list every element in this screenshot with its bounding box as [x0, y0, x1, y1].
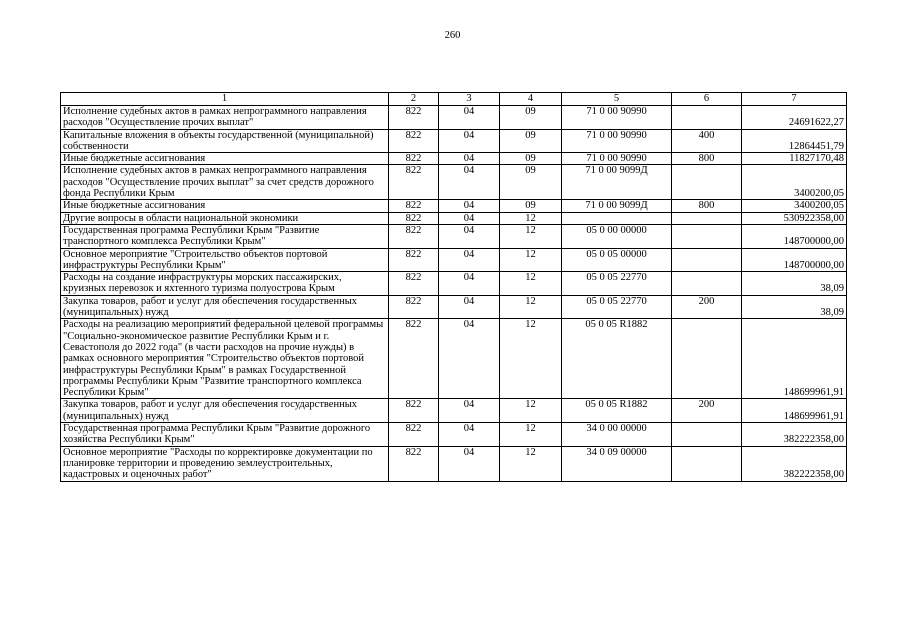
cell-ministry-code: 822 — [389, 224, 439, 248]
cell-amount: 148700000,00 — [742, 248, 847, 272]
cell-name: Основное мероприятие "Строительство объектов портовой инфраструктуры Республики Крым" — [61, 248, 389, 272]
cell-name: Исполнение судебных актов в рамках непрограммного направления расходов "Осуществление прочих выплат" — [61, 106, 389, 130]
cell-ministry-code: 822 — [389, 446, 439, 481]
cell-ministry-code: 822 — [389, 200, 439, 212]
cell-name: Исполнение судебных актов в рамках непрограммного направления расходов "Осуществление прочих выплат" за счет средств дорожного фонда Республики Крым — [61, 165, 389, 200]
cell-name: Капитальные вложения в объекты государственной (муниципальной) собственности — [61, 129, 389, 153]
cell-name: Закупка товаров, работ и услуг для обеспечения государственных (муниципальных) нужд — [61, 399, 389, 423]
cell-subsection: 12 — [500, 224, 562, 248]
cell-name: Государственная программа Республики Крым "Развитие дорожного хозяйства Республики Крым" — [61, 423, 389, 447]
cell-expense-type: 800 — [672, 153, 742, 165]
cell-section: 04 — [439, 248, 500, 272]
cell-ministry-code: 822 — [389, 165, 439, 200]
cell-subsection: 09 — [500, 106, 562, 130]
cell-expense-type — [672, 212, 742, 224]
cell-amount: 11827170,48 — [742, 153, 847, 165]
cell-expense-type — [672, 106, 742, 130]
cell-amount: 148699961,91 — [742, 319, 847, 399]
cell-target-article: 71 0 00 9099Д — [562, 165, 672, 200]
cell-section: 04 — [439, 319, 500, 399]
column-header: 5 — [562, 93, 672, 106]
cell-expense-type — [672, 224, 742, 248]
cell-amount: 3400200,05 — [742, 200, 847, 212]
cell-target-article: 71 0 00 90990 — [562, 153, 672, 165]
cell-subsection: 12 — [500, 272, 562, 296]
cell-amount: 382222358,00 — [742, 423, 847, 447]
cell-ministry-code: 822 — [389, 319, 439, 399]
cell-ministry-code: 822 — [389, 106, 439, 130]
page-number: 260 — [444, 30, 461, 41]
cell-subsection: 09 — [500, 200, 562, 212]
column-header: 3 — [439, 93, 500, 106]
table-row — [61, 319, 847, 399]
table-row — [61, 295, 847, 319]
column-header: 7 — [742, 93, 847, 106]
cell-ministry-code: 822 — [389, 295, 439, 319]
table-row — [61, 248, 847, 272]
cell-ministry-code: 822 — [389, 212, 439, 224]
cell-target-article: 05 0 00 00000 — [562, 224, 672, 248]
cell-target-article — [562, 212, 672, 224]
table-row — [61, 165, 847, 200]
cell-subsection: 09 — [500, 129, 562, 153]
cell-subsection: 09 — [500, 153, 562, 165]
cell-target-article: 05 0 05 22770 — [562, 272, 672, 296]
cell-subsection: 12 — [500, 248, 562, 272]
cell-section: 04 — [439, 272, 500, 296]
cell-target-article: 71 0 00 90990 — [562, 129, 672, 153]
cell-subsection: 12 — [500, 319, 562, 399]
cell-section: 04 — [439, 165, 500, 200]
cell-expense-type — [672, 248, 742, 272]
cell-name: Другие вопросы в области национальной экономики — [61, 212, 389, 224]
cell-section: 04 — [439, 106, 500, 130]
cell-amount: 12864451,79 — [742, 129, 847, 153]
cell-name: Расходы на реализацию мероприятий федеральной целевой программы "Социально-экономическое развитие Республики Крым и г. Севастополя до 2022 года" (в части расходов на прочие нужды) в рамках основного мероприятия "Строительство объектов портовой инфраструктуры Республики Крым" в рамках Государственной программы Республики Крым "Развитие транспортного комплекса Республики Крым" — [61, 319, 389, 399]
cell-expense-type: 200 — [672, 295, 742, 319]
cell-amount: 38,09 — [742, 295, 847, 319]
cell-section: 04 — [439, 295, 500, 319]
cell-target-article: 05 0 05 R1882 — [562, 399, 672, 423]
cell-name: Расходы на создание инфраструктуры морских пассажирских, круизных перевозок и яхтенного туризма полуострова Крым — [61, 272, 389, 296]
header-row — [61, 93, 847, 106]
cell-amount: 38,09 — [742, 272, 847, 296]
cell-amount: 3400200,05 — [742, 165, 847, 200]
cell-subsection: 12 — [500, 212, 562, 224]
cell-section: 04 — [439, 399, 500, 423]
column-header: 2 — [389, 93, 439, 106]
table-row — [61, 200, 847, 212]
cell-section: 04 — [439, 212, 500, 224]
cell-expense-type — [672, 165, 742, 200]
table-row — [61, 106, 847, 130]
cell-subsection: 12 — [500, 423, 562, 447]
cell-section: 04 — [439, 224, 500, 248]
cell-amount: 24691622,27 — [742, 106, 847, 130]
cell-section: 04 — [439, 129, 500, 153]
table-row — [61, 153, 847, 165]
cell-target-article: 05 0 05 00000 — [562, 248, 672, 272]
cell-name: Иные бюджетные ассигнования — [61, 200, 389, 212]
cell-ministry-code: 822 — [389, 399, 439, 423]
cell-name: Закупка товаров, работ и услуг для обеспечения государственных (муниципальных) нужд — [61, 295, 389, 319]
cell-ministry-code: 822 — [389, 423, 439, 447]
cell-name: Государственная программа Республики Крым "Развитие транспортного комплекса Республики Крым" — [61, 224, 389, 248]
table-row — [61, 423, 847, 447]
cell-amount: 148699961,91 — [742, 399, 847, 423]
budget-table — [60, 92, 847, 482]
cell-expense-type: 400 — [672, 129, 742, 153]
cell-subsection: 12 — [500, 295, 562, 319]
cell-name: Иные бюджетные ассигнования — [61, 153, 389, 165]
cell-expense-type — [672, 446, 742, 481]
table-row — [61, 446, 847, 481]
cell-expense-type — [672, 319, 742, 399]
cell-subsection: 12 — [500, 399, 562, 423]
cell-target-article: 71 0 00 9099Д — [562, 200, 672, 212]
cell-subsection: 09 — [500, 165, 562, 200]
cell-section: 04 — [439, 446, 500, 481]
cell-amount: 530922358,00 — [742, 212, 847, 224]
cell-target-article: 34 0 00 00000 — [562, 423, 672, 447]
table-row — [61, 272, 847, 296]
column-header: 1 — [61, 93, 389, 106]
cell-target-article: 05 0 05 R1882 — [562, 319, 672, 399]
cell-section: 04 — [439, 153, 500, 165]
column-header: 6 — [672, 93, 742, 106]
column-header: 4 — [500, 93, 562, 106]
cell-ministry-code: 822 — [389, 248, 439, 272]
cell-target-article: 05 0 05 22770 — [562, 295, 672, 319]
table-row — [61, 399, 847, 423]
cell-target-article: 71 0 00 90990 — [562, 106, 672, 130]
cell-amount: 382222358,00 — [742, 446, 847, 481]
cell-section: 04 — [439, 423, 500, 447]
table-row — [61, 212, 847, 224]
table-body — [61, 106, 847, 482]
cell-ministry-code: 822 — [389, 129, 439, 153]
cell-amount: 148700000,00 — [742, 224, 847, 248]
cell-target-article: 34 0 09 00000 — [562, 446, 672, 481]
cell-ministry-code: 822 — [389, 153, 439, 165]
cell-subsection: 12 — [500, 446, 562, 481]
cell-name: Основное мероприятие "Расходы по корректировке документации по планировке территории и проведению землеустроительных, кадастровых и оценочных работ" — [61, 446, 389, 481]
cell-ministry-code: 822 — [389, 272, 439, 296]
cell-section: 04 — [439, 200, 500, 212]
table-row — [61, 129, 847, 153]
cell-expense-type — [672, 272, 742, 296]
cell-expense-type — [672, 423, 742, 447]
cell-expense-type: 800 — [672, 200, 742, 212]
cell-expense-type: 200 — [672, 399, 742, 423]
table-row — [61, 224, 847, 248]
